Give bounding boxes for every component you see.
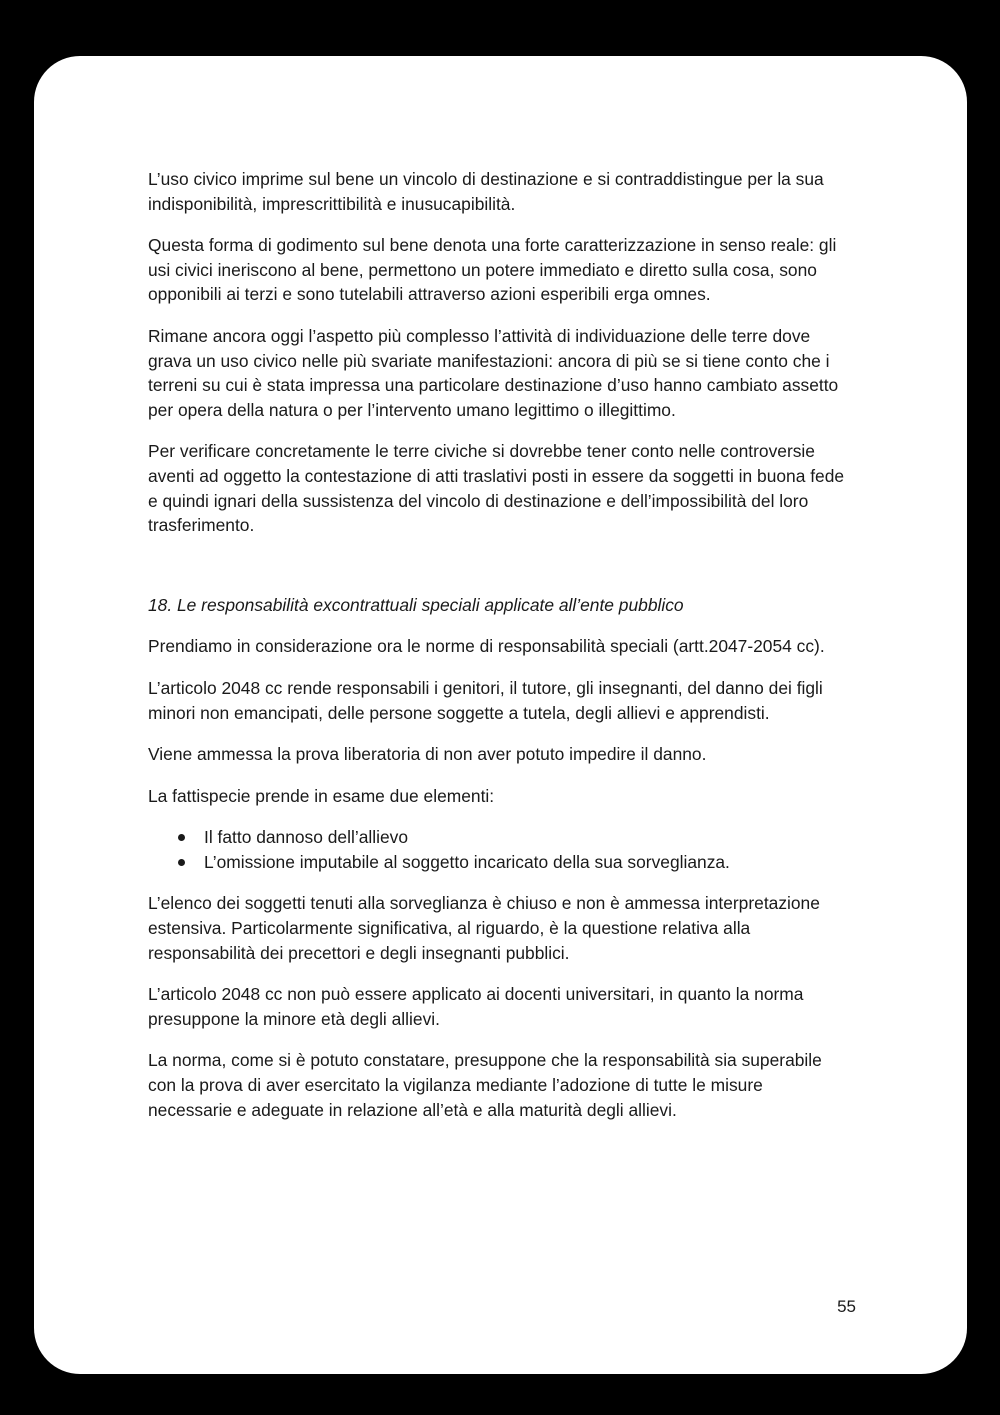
paragraph: Prendiamo in considerazione ora le norme di responsabilità speciali (artt.2047-2054 cc).	[148, 636, 825, 657]
bullet-list	[148, 825, 848, 874]
paragraph: Per verificare concretamente le terre civiche si dovrebbe tener conto nelle controversie aventi ad oggetto la contestazione di atti traslativi posti in essere da soggetti in buona fede e quindi ignari della sussistenza del vincolo di destinazione e dell’impossibilità del loro trasferimento.	[148, 441, 845, 536]
list-item-text: Il fatto dannoso dell’allievo	[204, 827, 408, 848]
paragraph: Rimane ancora oggi l’aspetto più complesso l’attività di individuazione delle terre dove grava un uso civico nelle più svariate manifestazioni: ancora di più se si tiene conto che i terreni su cui è stata impressa una particolare destinazione d’uso hanno cambiato assetto per opera della natura o per l’intervento umano legittimo o illegittimo.	[148, 325, 839, 420]
paragraph: La norma, come si è potuto constatare, presuppone che la responsabilità sia superabile con la prova di aver esercitato la vigilanza mediante l’adozione di tutte le misure necessarie e adeguate in relazione all’età e alla maturità degli allievi.	[148, 1050, 822, 1120]
list-item	[148, 825, 848, 850]
paragraph: Viene ammessa la prova liberatoria di non aver potuto impedire il danno.	[148, 744, 707, 765]
bullet-icon	[178, 859, 185, 866]
paragraph: L’articolo 2048 cc non può essere applicato ai docenti universitari, in quanto la norma presuppone la minore età degli allievi.	[148, 984, 804, 1029]
list-item	[148, 850, 848, 875]
paragraph: L’uso civico imprime sul bene un vincolo di destinazione e si contraddistingue per la sua indisponibilità, imprescrittibilità e inusucapibilità.	[148, 169, 824, 214]
list-item-text: L’omissione imputabile al soggetto incaricato della sua sorveglianza.	[204, 851, 730, 872]
bullet-icon	[178, 834, 185, 841]
section-heading: 18. Le responsabilità excontrattuali speciali applicate all’ente pubblico	[148, 594, 684, 615]
paragraph: L’elenco dei soggetti tenuti alla sorveglianza è chiuso e non è ammessa interpretazione estensiva. Particolarmente significativa, al riguardo, è la questione relativa alla responsabilità dei precettori e degli insegnanti pubblici.	[148, 893, 820, 963]
document-page	[34, 56, 967, 1374]
section-spacer	[148, 555, 848, 593]
paragraph: L’articolo 2048 cc rende responsabili i genitori, il tutore, gli insegnanti, del danno dei figli minori non emancipati, delle persone soggette a tutela, degli allievi e apprendisti.	[148, 677, 823, 723]
page-number: 55	[837, 1297, 856, 1316]
paragraph: La fattispecie prende in esame due elementi:	[148, 785, 495, 806]
page-content	[148, 167, 848, 1139]
paragraph: Questa forma di godimento sul bene denota una forte caratterizzazione in senso reale: gli usi civici ineriscono al bene, permettono un potere immediato e diretto sulla cosa, sono opponibili ai terzi e sono tutelabili attraverso azioni esperibili erga omnes.	[148, 235, 837, 305]
